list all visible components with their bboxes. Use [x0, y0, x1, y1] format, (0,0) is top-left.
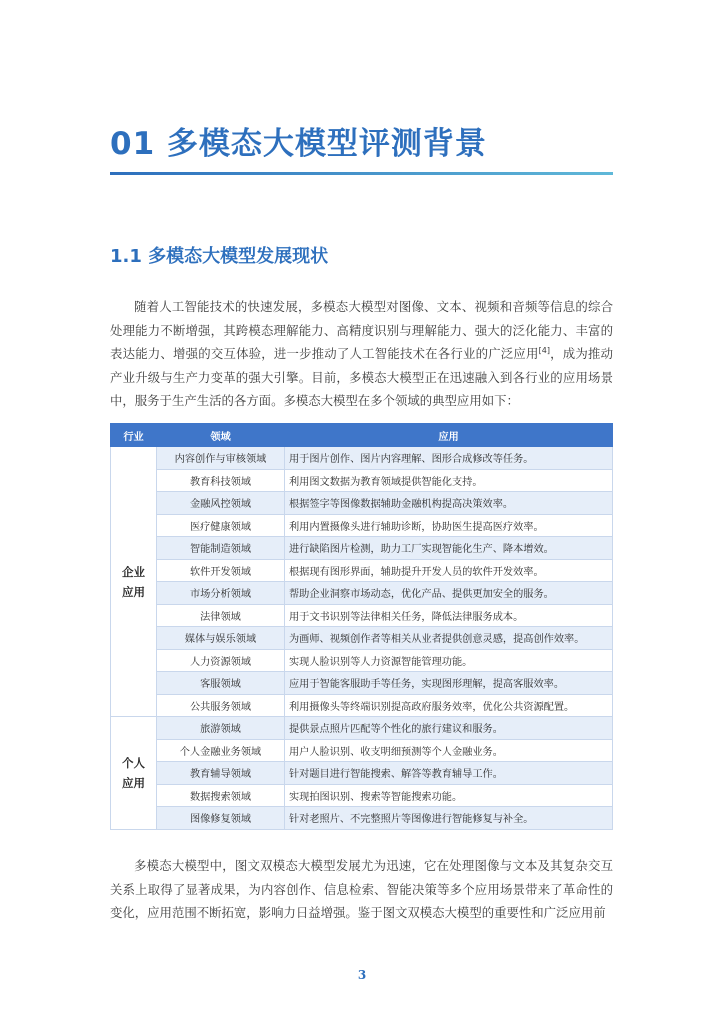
- field-cell: 法律领域: [157, 604, 285, 627]
- table-row: [111, 514, 613, 537]
- table-row: [111, 447, 613, 470]
- closing-paragraph: 多模态大模型中，图文双模态大模型发展尤为迅速，它在处理图像与文本及其复杂交互关系上取得了显著成果，为内容创作、信息检索、智能决策等多个应用场景带来了革命性的变化，应用范围不断拓宽，影响力日益增强。鉴于图文双模态大模型的重要性和广泛应用前: [110, 858, 613, 920]
- intro-paragraph: [110, 295, 613, 413]
- application-table: [110, 423, 613, 830]
- application-cell: 利用内置摄像头进行辅助诊断，协助医生提高医疗效率。: [285, 514, 613, 537]
- intro-text-continued: ，成为推动产业升级与生产力变革的强大引擎。目前，多模态大模型正在迅速融入到各行业的应用场景中，服务于生产生活的各方面。多模态大模型在多个领域的典型应用如下：: [110, 346, 614, 408]
- application-cell: 为画师、视频创作者等相关从业者提供创意灵感，提高创作效率。: [285, 627, 613, 650]
- field-cell: 数据搜索领域: [157, 784, 285, 807]
- table-row: [111, 694, 613, 717]
- table-row: [111, 537, 613, 560]
- table-header-row: [111, 424, 613, 447]
- table-row: [111, 672, 613, 695]
- table-row: [111, 739, 613, 762]
- application-cell: 用户人脸识别、收支明细预测等个人金融业务。: [285, 739, 613, 762]
- application-cell: 根据现有图形界面，辅助提升开发人员的软件开发效率。: [285, 559, 613, 582]
- field-cell: 媒体与娱乐领域: [157, 627, 285, 650]
- field-cell: 公共服务领域: [157, 694, 285, 717]
- table-row: [111, 582, 613, 605]
- table-row: [111, 784, 613, 807]
- application-cell: 针对题目进行智能搜索、解答等教育辅导工作。: [285, 762, 613, 785]
- application-cell: 实现拍图识别、搜索等智能搜索功能。: [285, 784, 613, 807]
- field-cell: 智能制造领域: [157, 537, 285, 560]
- field-cell: 教育辅导领域: [157, 762, 285, 785]
- field-cell: 个人金融业务领域: [157, 739, 285, 762]
- table-row: [111, 807, 613, 830]
- citation-ref[interactable]: [4]: [538, 345, 550, 355]
- page-number: 3: [357, 968, 367, 982]
- header-field: 领域: [157, 424, 285, 447]
- table-body: [111, 447, 613, 830]
- field-cell: 市场分析领域: [157, 582, 285, 605]
- table-row: [111, 604, 613, 627]
- application-cell: 应用于智能客服助手等任务，实现图形理解，提高客服效率。: [285, 672, 613, 695]
- field-cell: 人力资源领域: [157, 649, 285, 672]
- table-row: [111, 717, 613, 740]
- application-cell: 利用图文数据为教育领域提供智能化支持。: [285, 469, 613, 492]
- header-application: 应用: [285, 424, 613, 447]
- field-cell: 客服领域: [157, 672, 285, 695]
- application-cell: 用于图片创作、图片内容理解、图形合成修改等任务。: [285, 447, 613, 470]
- application-cell: 帮助企业洞察市场动态，优化产品、提供更加安全的服务。: [285, 582, 613, 605]
- chapter-title: 01 多模态大模型评测背景: [110, 126, 487, 162]
- table-row: [111, 559, 613, 582]
- application-cell: 利用摄像头等终端识别提高政府服务效率，优化公共资源配置。: [285, 694, 613, 717]
- field-cell: 教育科技领域: [157, 469, 285, 492]
- industry-group-cell: 企业 应用: [111, 447, 157, 717]
- application-cell: 根据签字等图像数据辅助金融机构提高决策效率。: [285, 492, 613, 515]
- field-cell: 金融风控领域: [157, 492, 285, 515]
- application-cell: 针对老照片、不完整照片等图像进行智能修复与补全。: [285, 807, 613, 830]
- header-industry: 行业: [111, 424, 157, 447]
- field-cell: 医疗健康领域: [157, 514, 285, 537]
- field-cell: 图像修复领域: [157, 807, 285, 830]
- application-cell: 实现人脸识别等人力资源智能管理功能。: [285, 649, 613, 672]
- table-row: [111, 627, 613, 650]
- field-cell: 软件开发领域: [157, 559, 285, 582]
- section-title: 1.1 多模态大模型发展现状: [110, 246, 329, 267]
- table-row: [111, 492, 613, 515]
- field-cell: 旅游领域: [157, 717, 285, 740]
- table-row: [111, 469, 613, 492]
- application-cell: 提供景点照片匹配等个性化的旅行建议和服务。: [285, 717, 613, 740]
- table-row: [111, 649, 613, 672]
- intro-text: 随着人工智能技术的快速发展，多模态大模型对图像、文本、视频和音频等信息的综合处理能力不断增强，其跨模态理解能力、高精度识别与理解能力、强大的泛化能力、丰富的表达能力、增强的交互体验，进一步推动了人工智能技术在各行业的广泛应用: [110, 299, 613, 361]
- application-cell: 进行缺陷图片检测，助力工厂实现智能化生产、降本增效。: [285, 537, 613, 560]
- application-cell: 用于文书识别等法律相关任务，降低法律服务成本。: [285, 604, 613, 627]
- industry-group-cell: 个人 应用: [111, 717, 157, 830]
- title-divider: [110, 172, 613, 175]
- field-cell: 内容创作与审核领域: [157, 447, 285, 470]
- table-row: [111, 762, 613, 785]
